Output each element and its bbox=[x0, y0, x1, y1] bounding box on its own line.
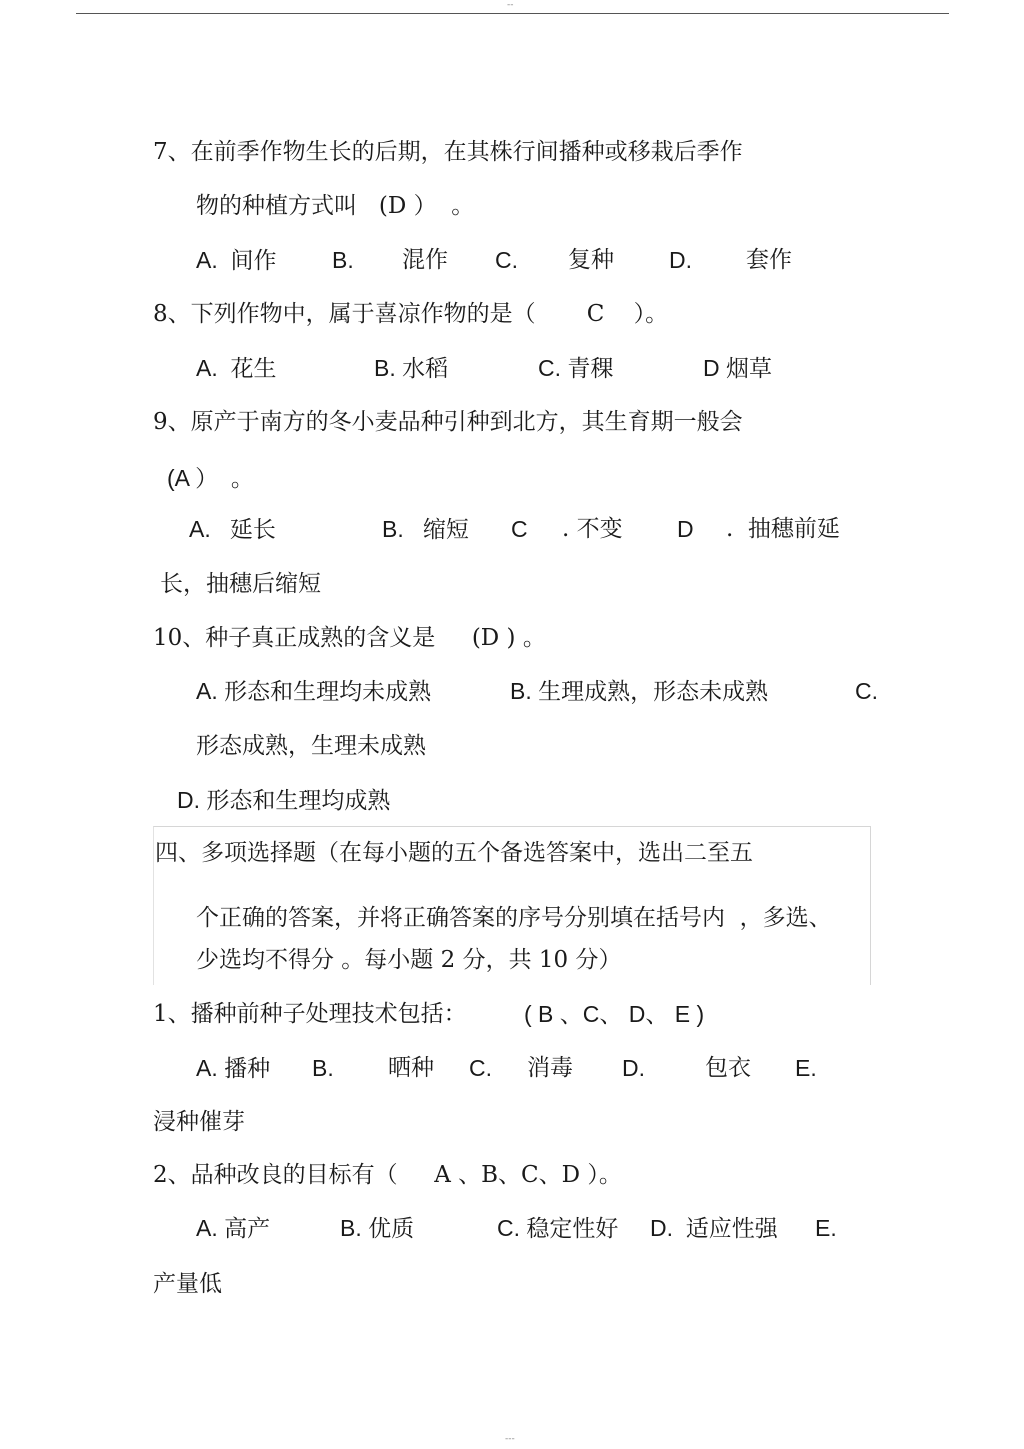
question-10-stem: 10、种子真正成熟的含义是 (D ) 。 bbox=[153, 625, 546, 651]
question-9-stem-line1: 9、原产于南方的冬小麦品种引种到北方，其生育期一般会 bbox=[153, 409, 743, 435]
multi-question-1-option-e-letter: E. bbox=[795, 1055, 817, 1081]
question-10-option-b: B. 生理成熟，形态未成熟 bbox=[510, 678, 769, 704]
question-10-option-a: A. 形态和生理均未成熟 bbox=[196, 678, 432, 704]
question-10-option-c-text: 形态成熟，生理未成熟 bbox=[196, 733, 426, 759]
multi-question-2-stem: 2、品种改良的目标有（ A 、B、C、D ）。 bbox=[153, 1162, 622, 1188]
section-4-instructions-line3: 少选均不得分 。每小题 2 分，共 10 分） bbox=[196, 947, 622, 973]
question-7-option-c-letter: C. bbox=[495, 247, 518, 273]
question-9-option-c-letter: C bbox=[511, 516, 528, 542]
question-9-option-b: B. 缩短 bbox=[382, 516, 469, 542]
question-8-option-d: D 烟草 bbox=[703, 355, 772, 381]
multi-question-1-option-a: A. 播种 bbox=[196, 1055, 271, 1081]
question-9-option-c-text: . 不变 bbox=[562, 516, 623, 542]
question-9-option-d-continuation: 长，抽穗后缩短 bbox=[160, 571, 321, 597]
question-8-stem: 8、下列作物中，属于喜凉作物的是（ C ）。 bbox=[153, 301, 669, 327]
multi-question-1-option-e-text: 浸种催芽 bbox=[153, 1109, 245, 1135]
question-10-option-d: D. 形态和生理均成熟 bbox=[177, 787, 391, 813]
header-mark: -- bbox=[507, 0, 514, 10]
multi-question-2-option-a: A. 高产 bbox=[196, 1215, 271, 1241]
multi-question-1-option-b-text: 晒种 bbox=[388, 1055, 434, 1081]
multi-question-2-option-d: D. 适应性强 bbox=[650, 1215, 778, 1241]
multi-question-2-option-e-text: 产量低 bbox=[153, 1271, 222, 1297]
section-4-instructions-line2: 个正确的答案，并将正确答案的序号分别填在括号内 ，多选、 bbox=[196, 905, 832, 931]
multi-question-1-option-d-text: 包衣 bbox=[705, 1055, 751, 1081]
question-8-option-c: C. 青稞 bbox=[538, 355, 614, 381]
question-9-option-d-letter: D bbox=[677, 516, 694, 542]
multi-question-1-option-c-letter: C. bbox=[469, 1055, 492, 1081]
section-4-title: 四、多项选择题（在每小题的五个备选答案中，选出二至五 bbox=[155, 840, 753, 866]
question-9-stem-line2: (A ） 。 bbox=[167, 465, 254, 491]
multi-question-2-option-e-letter: E. bbox=[815, 1215, 837, 1241]
question-7-option-c-text: 复种 bbox=[568, 247, 614, 273]
question-7-option-d-letter: D. bbox=[669, 247, 692, 273]
question-7-option-b-text: 混作 bbox=[402, 247, 448, 273]
footer-mark: --- bbox=[505, 1434, 515, 1444]
question-10-option-c-letter: C. bbox=[855, 678, 878, 704]
multi-question-2-option-c: C. 稳定性好 bbox=[497, 1215, 619, 1241]
header-rule bbox=[76, 13, 949, 14]
multi-question-1-stem: 1、播种前种子处理技术包括： bbox=[153, 1001, 467, 1027]
multi-question-1-option-b-letter: B. bbox=[312, 1055, 334, 1081]
question-7-stem-line1: 7、在前季作物生长的后期，在其株行间播种或移栽后季作 bbox=[153, 139, 743, 165]
multi-question-1-answer: ( B 、C、 D、 E ) bbox=[524, 1001, 705, 1027]
question-7-option-b-letter: B. bbox=[332, 247, 354, 273]
question-9-option-d-text: . 抽穗前延 bbox=[726, 516, 840, 542]
question-7-stem-line2: 物的种植方式叫 (D ） 。 bbox=[196, 193, 475, 219]
question-7-option-a: A. 间作 bbox=[196, 247, 277, 273]
question-8-option-a: A. 花生 bbox=[196, 355, 277, 381]
multi-question-1-option-c-text: 消毒 bbox=[527, 1055, 573, 1081]
question-8-option-b: B. 水稻 bbox=[374, 355, 449, 381]
multi-question-1-option-d-letter: D. bbox=[622, 1055, 645, 1081]
multi-question-2-option-b: B. 优质 bbox=[340, 1215, 415, 1241]
question-9-option-a: A. 延长 bbox=[189, 516, 276, 542]
question-7-option-d-text: 套作 bbox=[746, 247, 792, 273]
